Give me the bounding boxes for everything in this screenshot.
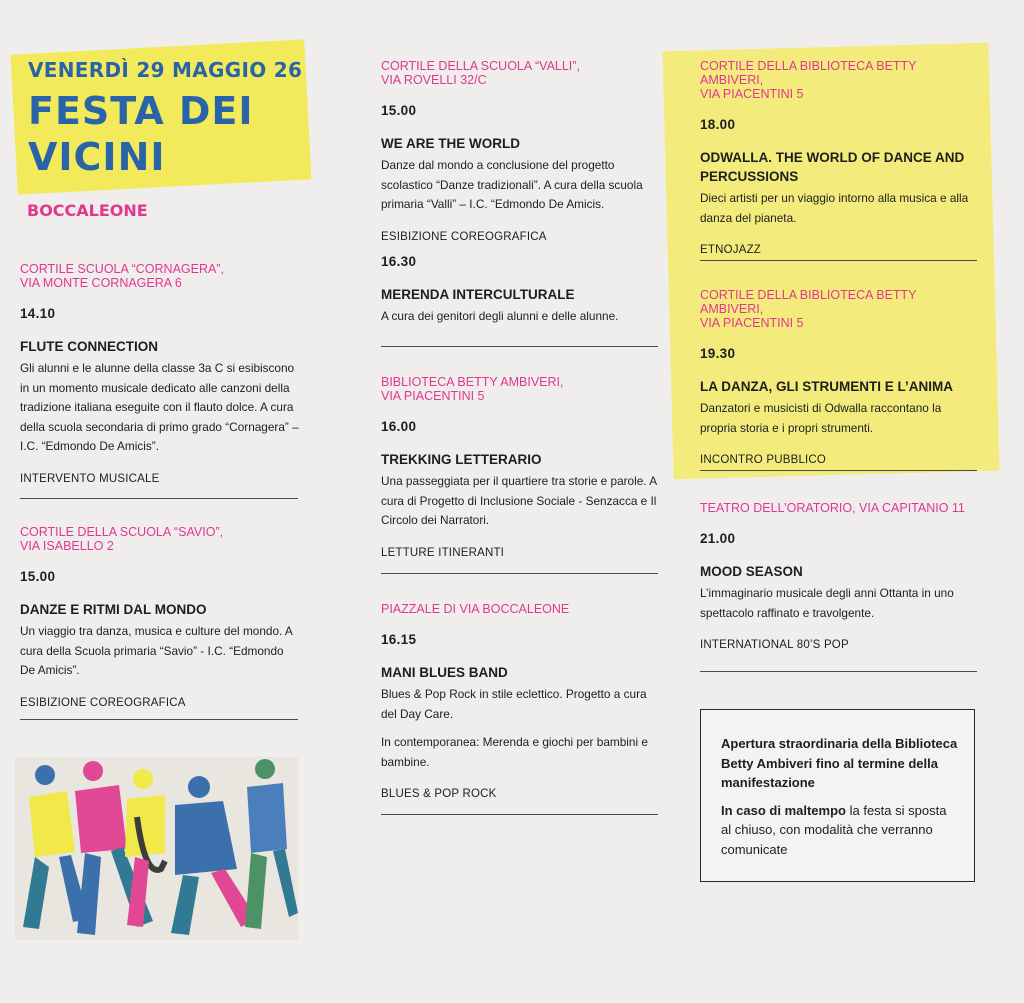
event-location: CORTILE DELLA BIBLIOTECA BETTY AMBIVERI, VIA PIACENTINI 5: [700, 288, 917, 330]
weather-note-text: la festa si sposta al chiuso, con modalità che verranno comunicate: [721, 802, 947, 857]
event-date: VENERDÌ 29 MAGGIO 26: [28, 58, 303, 82]
event-category: INTERVENTO MUSICALE: [20, 472, 160, 485]
event-description: Un viaggio tra danza, musica e culture del mondo. A cura della Scuola primaria “Savio” - I.C. “Edmondo De Amicis”.: [20, 624, 293, 677]
event-time: 21.00: [700, 531, 736, 546]
event-location: CORTILE DELLA BIBLIOTECA BETTY AMBIVERI, VIA PIACENTINI 5: [700, 59, 917, 101]
event-description: L’immaginario musicale degli anni Ottanta in uno spettacolo raffinato e travolgente.: [700, 586, 954, 620]
event-title: MANI BLUES BAND: [381, 665, 508, 680]
event-title: DANZE E RITMI DAL MONDO: [20, 602, 207, 617]
event-location: CORTILE DELLA SCUOLA “SAVIO”, VIA ISABELLO 2: [20, 525, 224, 553]
event-location: BIBLIOTECA BETTY AMBIVERI, VIA PIACENTINI 5: [381, 375, 564, 403]
event-category: INTERNATIONAL 80’S POP: [700, 639, 849, 651]
event-merenda-interculturale: [381, 238, 661, 327]
library-opening-note: Apertura straordinaria della Biblioteca Betty Ambiveri fino al termine della manifestazione: [721, 736, 958, 790]
event-location: PIAZZALE DI VIA BOCCALEONE: [381, 602, 570, 616]
event-category: ESIBIZIONE COREOGRAFICA: [20, 696, 186, 709]
event-location: TEATRO DELL’ORATORIO, VIA CAPITANIO 11: [700, 501, 965, 515]
event-time: 15.00: [20, 569, 56, 584]
divider: [700, 260, 977, 261]
event-la-danza-anima: [700, 288, 980, 466]
event-time: 16.00: [381, 419, 417, 434]
event-time: 18.00: [700, 117, 736, 132]
event-time: 14.10: [20, 306, 56, 321]
event-title: FLUTE CONNECTION: [20, 339, 158, 354]
event-title: TREKKING LETTERARIO: [381, 452, 542, 467]
divider: [20, 719, 298, 720]
event-description: Una passeggiata per il quartiere tra storie e parole. A cura di Progetto di Inclusione Sociale - Senzacca e Il Circolo dei Narratori.: [381, 474, 657, 527]
event-trekking-letterario: [381, 375, 661, 559]
event-location: CORTILE SCUOLA “CORNAGERA”, VIA MONTE CORNAGERA 6: [20, 262, 224, 290]
event-description: Dieci artisti per un viaggio intorno alla musica e alla danza del pianeta.: [700, 191, 969, 225]
divider: [381, 814, 658, 815]
event-danze-ritmi: [20, 525, 300, 709]
event-category: BLUES & POP ROCK: [381, 788, 497, 800]
event-title: MOOD SEASON: [700, 564, 803, 579]
event-note: In contemporanea: Merenda e giochi per bambini e bambine.: [381, 735, 648, 769]
page-title: FESTA DEI VICINI: [28, 89, 254, 179]
event-title: ODWALLA. THE WORLD OF DANCE AND PERCUSSIONS: [700, 150, 965, 184]
divider: [700, 671, 977, 672]
event-time: 15.00: [381, 103, 417, 118]
event-time: 19.30: [700, 346, 736, 361]
dancing-figures-illustration: [15, 757, 298, 940]
event-mood-season: [700, 501, 980, 651]
event-category: LETTURE ITINERANTI: [381, 546, 505, 559]
event-description: Danze dal mondo a conclusione del progetto scolastico “Danze tradizionali”. A cura della scuola primaria “Valli” – I.C. “Edmondo De Amicis.: [381, 158, 643, 211]
info-box: [700, 709, 975, 882]
event-time: 16.30: [381, 254, 417, 269]
weather-note: [721, 801, 958, 860]
event-category: ETNOJAZZ: [700, 244, 762, 256]
event-title: MERENDA INTERCULTURALE: [381, 287, 575, 302]
event-description: Blues & Pop Rock in stile eclettico. Progetto a cura del Day Care.: [381, 687, 647, 721]
event-location: CORTILE DELLA SCUOLA “VALLI”, VIA ROVELLI 32/C: [381, 59, 580, 87]
divider: [381, 573, 658, 574]
divider: [381, 346, 658, 347]
event-description: Danzatori e musicisti di Odwalla raccontano la propria storia e i propri strumenti.: [700, 401, 942, 435]
event-title: LA DANZA, GLI STRUMENTI E L’ANIMA: [700, 379, 953, 394]
event-title: WE ARE THE WORLD: [381, 136, 520, 151]
event-flute-connection: [20, 262, 300, 485]
event-description: Gli alunni e le alunne della classe 3a C si esibiscono in un momento musicale dedicato alle canzoni della tradizione italiana eseguite con il flauto dolce. A cura della scuola secondaria di primo grado “Cornagera” – I.C. “Edmondo De Amicis”.: [20, 361, 299, 453]
neighborhood-label: BOCCALEONE: [27, 201, 148, 220]
event-we-are-the-world: [381, 59, 661, 243]
event-odwalla: [700, 59, 980, 256]
event-description: A cura dei genitori degli alunni e delle alunne.: [381, 309, 619, 323]
divider: [20, 498, 298, 499]
event-category: ESIBIZIONE COREOGRAFICA: [381, 230, 547, 243]
divider: [700, 470, 977, 471]
event-category: INCONTRO PUBBLICO: [700, 454, 827, 466]
event-time: 16.15: [381, 632, 417, 647]
weather-note-emphasis: In caso di maltempo: [721, 802, 846, 818]
event-mani-blues-band: [381, 602, 661, 800]
